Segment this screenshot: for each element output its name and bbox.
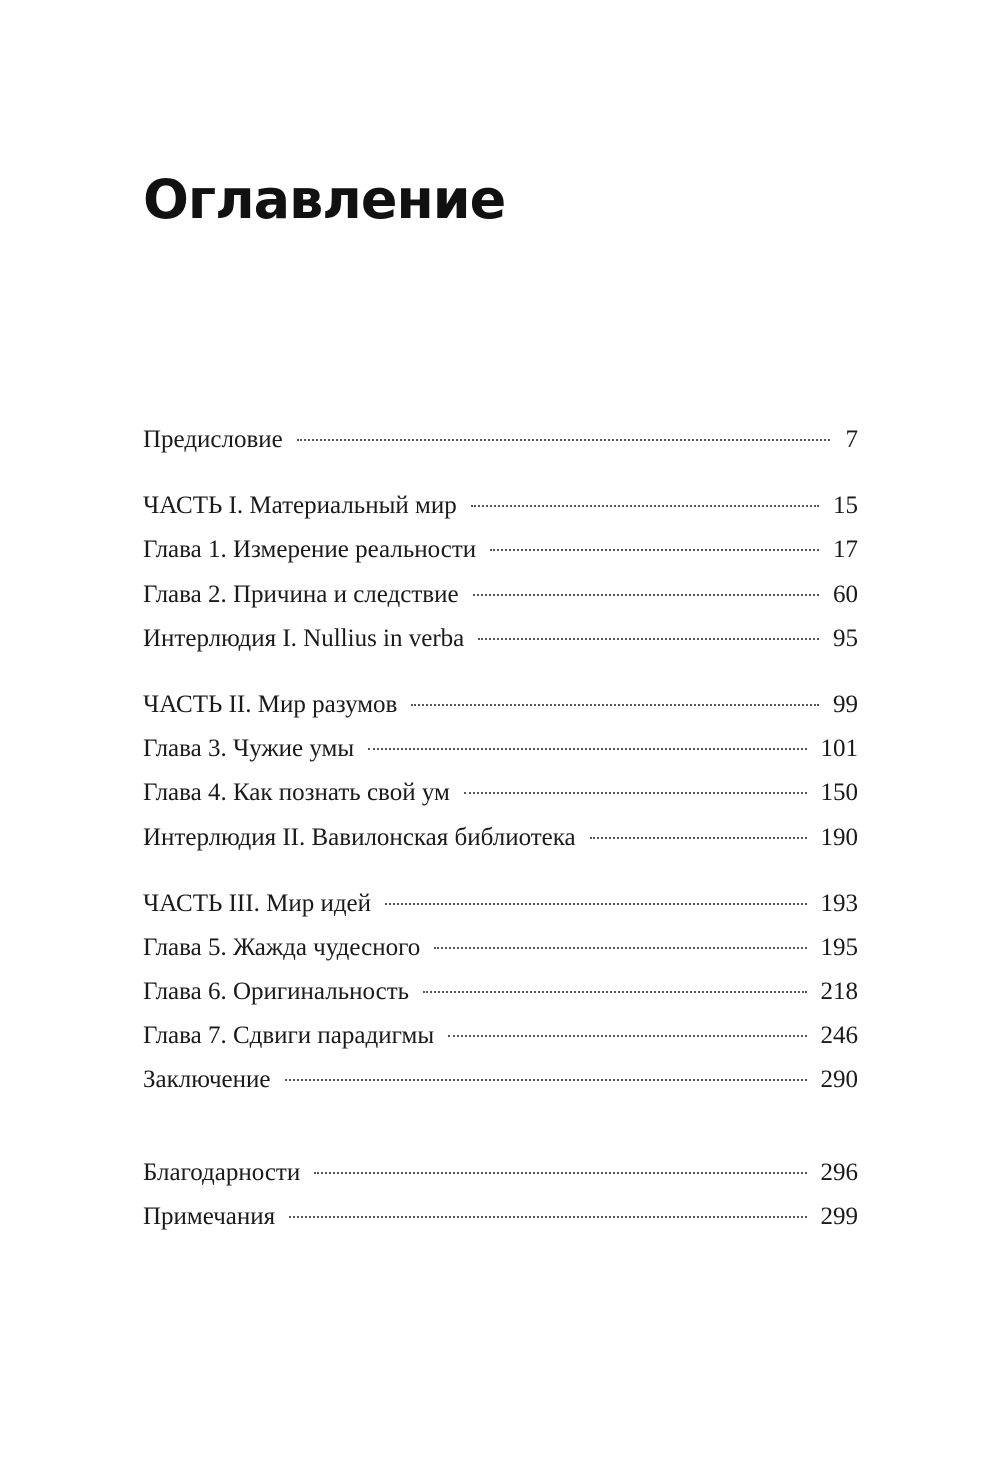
toc-entry-label: Глава 7. Сдвиги парадигмы [143,1022,435,1050]
dot-leader [285,1079,807,1081]
toc-entry-label: Глава 6. Оригинальность [143,978,410,1006]
toc-entry[interactable] [143,683,858,727]
toc-entry-label: Интерлюдия I. Nullius in verba [143,624,465,652]
dot-leader [434,947,806,949]
toc-entry-label: ЧАСТЬ I. Материальный мир [143,492,457,520]
dot-leader [423,991,806,993]
toc-entry[interactable] [143,882,858,926]
toc-entry-label: Глава 2. Причина и следствие [143,580,459,608]
toc-entry-page: 195 [820,933,858,961]
dot-leader [471,505,819,507]
toc-entry[interactable] [143,573,858,617]
toc-entry-page: 193 [820,889,858,917]
toc-entry-label: Предисловие [143,426,283,453]
toc-entry-label: Глава 3. Чужие умы [143,735,355,763]
toc-group-back-matter [143,1151,858,1239]
toc-entry[interactable] [143,727,858,771]
toc-entry-page: 101 [820,735,858,763]
dot-leader [297,439,830,441]
page-title: Оглавление [143,168,506,231]
toc-entry-label: ЧАСТЬ II. Мир разумов [143,690,398,718]
toc-entry-page: 99 [833,690,858,718]
toc-entry-page: 15 [833,492,858,520]
toc-entry-page: 299 [820,1202,858,1230]
dot-leader [314,1172,806,1174]
dot-leader [478,638,819,640]
dot-leader [289,1216,806,1218]
toc-group-part-2 [143,683,858,860]
toc-entry-page: 150 [820,779,858,807]
toc-entry-label: Примечания [143,1202,276,1230]
toc-entry-page: 218 [820,978,858,1006]
toc-entry[interactable] [143,926,858,970]
toc-entry-label: Благодарности [143,1158,301,1186]
toc-entry-page: 95 [833,624,858,652]
dot-leader [448,1035,806,1037]
toc-entry-page: 290 [820,1066,858,1094]
toc-entry[interactable] [143,1195,858,1239]
toc-entry[interactable] [143,1151,858,1195]
toc-entry-label: Интерлюдия II. Вавилонская библиотека [143,823,576,851]
toc-entry-page: 7 [845,426,858,453]
dot-leader [473,594,819,596]
toc-entry-page: 60 [833,580,858,608]
table-of-contents [143,418,858,1261]
toc-entry-page: 246 [820,1022,858,1050]
toc-group-preface [143,418,858,462]
toc-entry-page: 17 [833,536,858,564]
toc-entry[interactable] [143,1058,858,1102]
toc-entry[interactable] [143,484,858,528]
toc-entry-page: 296 [820,1158,858,1186]
toc-entry[interactable] [143,617,858,661]
toc-group-part-3 [143,882,858,1103]
toc-entry[interactable] [143,816,858,860]
toc-group-part-1 [143,484,858,661]
dot-leader [368,748,806,750]
toc-entry[interactable] [143,970,858,1014]
toc-entry[interactable] [143,418,858,462]
dot-leader [411,704,819,706]
toc-entry-label: Заключение [143,1066,271,1094]
dot-leader [385,903,806,905]
toc-entry-label: Глава 1. Измерение реальности [143,536,477,564]
toc-entry-page: 190 [820,823,858,851]
toc-entry[interactable] [143,1014,858,1058]
dot-leader [490,549,819,551]
toc-entry[interactable] [143,771,858,815]
toc-entry[interactable] [143,528,858,572]
dot-leader [590,837,807,839]
toc-entry-label: ЧАСТЬ III. Мир идей [143,889,372,917]
toc-entry-label: Глава 4. Как познать свой ум [143,779,450,807]
toc-entry-label: Глава 5. Жажда чудесного [143,933,421,961]
dot-leader [464,792,807,794]
